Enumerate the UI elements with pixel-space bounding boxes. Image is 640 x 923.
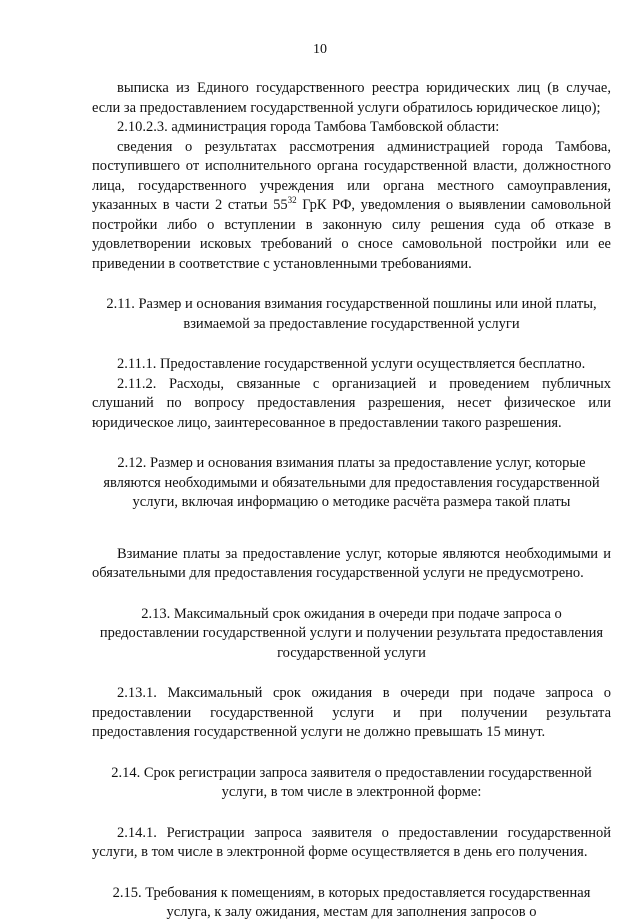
paragraph-2-11-1: 2.11.1. Предоставление государственной услуги осуществляется бесплатно. <box>117 356 586 372</box>
heading-2-13: 2.13. Максимальный срок ожидания в очереди при подаче запроса о предоставлении государственной услуги и получении результата предоставления государственной услуги <box>99 605 604 661</box>
heading-2-15: 2.15. Требования к помещениям, в которых предоставляется государственная услуга, к залу ожидания, местам для заполнения запросов о <box>112 884 591 920</box>
paragraph-2-10-2-3: 2.10.2.3. администрация города Тамбова Тамбовской области: <box>117 119 500 135</box>
paragraph-2-11-2: 2.11.2. Расходы, связанные с организацией и проведением публичных слушаний по вопросу предоставления разрешения, несет физическое или юридическое лицо, заинтересованное в предоставлении такого разрешения. <box>92 375 611 431</box>
paragraph-egrul-extract: выписка из Единого государственного реестра юридических лиц (в случае, если за предоставлением государственной услуги обратилось юридическое лицо); <box>92 80 611 116</box>
paragraph-review-results <box>92 138 611 275</box>
paragraph-review-results-text-2: ГрК РФ, уведомления о выявлении самовольной постройки либо о вступлении в законную силу решения суда об отказе в удовлетворении исковых требований о сносе самовольной постройки или ее приведении в соответствие с установленными требованиями. <box>92 197 611 272</box>
heading-2-11: 2.11. Размер и основания взимания государственной пошлины или иной платы, взимаемой за предоставление государственной услуги <box>106 296 597 332</box>
page-number: 10 <box>313 42 327 57</box>
paragraph-2-12: Взимание платы за предоставление услуг, которые являются необходимыми и обязательными для предоставления государственной услуги не предусмотрено. <box>92 545 611 581</box>
paragraph-review-results-text-1: сведения о результатах рассмотрения администрацией города Тамбова, поступившего от исполнительного органа государственной власти, должностного лица, государственного учреждения или органа местного самоуправления, указанных в части 2 статьи 55 <box>92 138 611 213</box>
heading-2-14: 2.14. Срок регистрации запроса заявителя о предоставлении государственной услуги, в том числе в электронной форме: <box>111 764 592 800</box>
paragraph-2-13-1: 2.13.1. Максимальный срок ожидания в очереди при подаче запроса о предоставлении государственной услуги и при получении результата предоставления государственной услуги не должно превышать 15 минут. <box>92 685 611 740</box>
document-body <box>92 79 611 923</box>
heading-2-12: 2.12. Размер и основания взимания платы за предоставление услуг, которые являются необходимыми и обязательными для предоставления государственной услуги, включая информацию о методике расчёта размера такой платы <box>103 455 600 510</box>
paragraph-2-14-1: 2.14.1. Регистрации запроса заявителя о предоставлении государственной услуги, в том числе в электронной форме осуществляется в день его получения. <box>92 824 611 860</box>
article-superscript: 32 <box>287 195 297 205</box>
